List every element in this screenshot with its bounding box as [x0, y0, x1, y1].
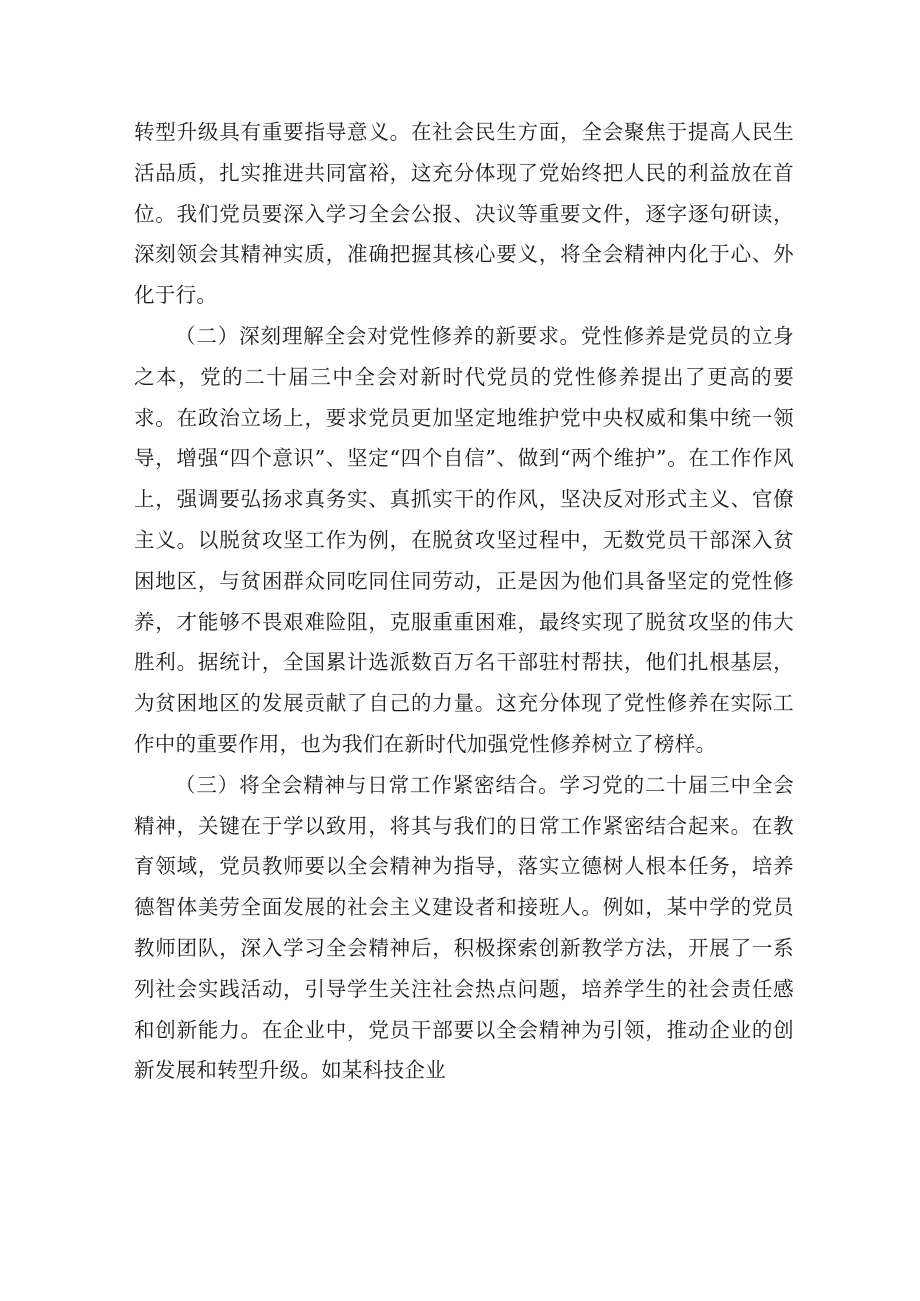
paragraph-section-three: （三）将全会精神与日常工作紧密结合。学习党的二十届三中全会精神，关键在于学以致用，将其与我们的日常工作紧密结合起来。在教育领域，党员教师要以全会精神为指导，落实立德树人根本任务，培养德智体美劳全面发展的社会主义建设者和接班人。例如，某中学的党员教师团队，深入学习全会精神后，积极探索创新教学方法，开展了一系列社会实践活动，引导学生关注社会热点问题，培养学生的社会责任感和创新能力。在企业中，党员干部要以全会精神为引领，推动企业的创新发展和转型升级。如某科技企业 — [134, 772, 794, 1083]
document-page — [134, 112, 794, 1091]
paragraph-section-two: （二）深刻理解全会对党性修养的新要求。党性修养是党员的立身之本，党的二十届三中全会对新时代党员的党性修养提出了更高的要求。在政治立场上，要求党员更加坚定地维护党中央权威和集中统一领导，增强“四个意识”、坚定“四个自信”、做到“两个维护”。在工作作风上，强调要弘扬求真务实、真抓实干的作风，坚决反对形式主义、官僚主义。以脱贫攻坚工作为例，在脱贫攻坚过程中，无数党员干部深入贫困地区，与贫困群众同吃同住同劳动，正是因为他们具备坚定的党性修养，才能够不畏艰难险阻，克服重重困难，最终实现了脱贫攻坚的伟大胜利。据统计，全国累计选派数百万名干部驻村帮扶，他们扎根基层，为贫困地区的发展贡献了自己的力量。这充分体现了党性修养在实际工作中的重要作用，也为我们在新时代加强党性修养树立了榜样。 — [134, 323, 794, 756]
paragraph-continuation: 转型升级具有重要指导意义。在社会民生方面，全会聚焦于提高人民生活品质，扎实推进共同富裕，这充分体现了党始终把人民的利益放在首位。我们党员要深入学习全会公报、决议等重要文件，逐字逐句研读，深刻领会其精神实质，准确把握其核心要义，将全会精神内化于心、外化于行。 — [134, 120, 794, 308]
